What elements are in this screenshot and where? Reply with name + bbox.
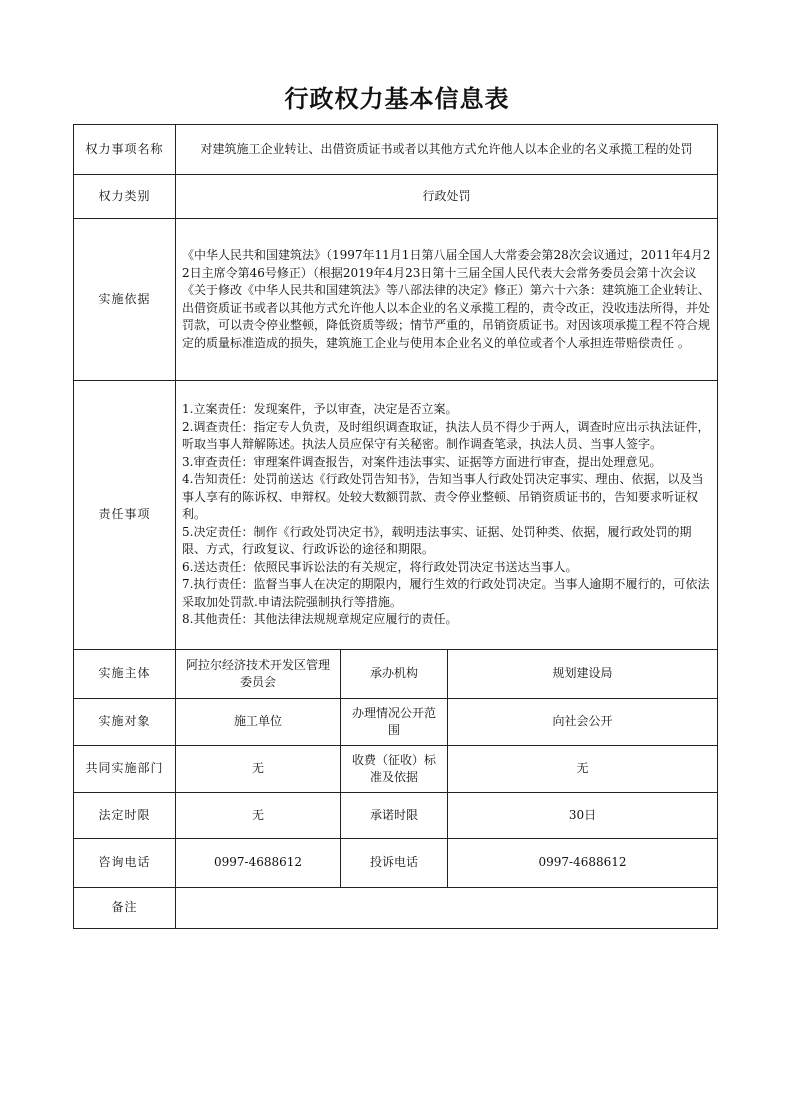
row-duties <box>74 381 718 650</box>
duty-item: 5.决定责任：制作《行政处罚决定书》，载明违法事实、证据、处罚种类、依据，履行政处罚的期限、方式，行政复议、行政诉讼的途径和期限。 <box>182 524 692 557</box>
complaint-phone-value: 0997-4688612 <box>448 839 718 888</box>
row-target <box>74 699 718 746</box>
fee-standard-label: 收费（征收）标准及依据 <box>341 746 448 793</box>
duty-item: 7.执行责任：监督当事人在决定的期限内，履行生效的行政处罚决定。当事人逾期不履行的，可依法采取加处罚款.申请法院强制执行等措施。 <box>182 577 710 609</box>
page-title: 行政权力基本信息表 <box>284 85 510 113</box>
subject-label: 实施主体 <box>74 650 176 699</box>
row-power-category <box>74 175 718 219</box>
promised-time-limit-label: 承诺时限 <box>341 793 448 839</box>
disclosure-scope-value: 向社会公开 <box>448 699 718 746</box>
row-remark <box>74 888 718 929</box>
power-category-label: 权力类别 <box>74 175 176 219</box>
legal-time-limit-label: 法定时限 <box>74 793 176 839</box>
row-phone <box>74 839 718 888</box>
power-category-value: 行政处罚 <box>176 175 718 219</box>
row-basis <box>74 219 718 381</box>
row-time-limit <box>74 793 718 839</box>
power-name-label: 权力事项名称 <box>74 125 176 175</box>
consult-phone-value: 0997-4688612 <box>176 839 341 888</box>
basis-label: 实施依据 <box>74 219 176 381</box>
agency-value: 规划建设局 <box>448 650 718 699</box>
duty-item: 3.审查责任：审理案件调查报告，对案件违法事实、证据等方面进行审查，提出处理意见。 <box>182 454 662 469</box>
consult-phone-label: 咨询电话 <box>74 839 176 888</box>
row-subject <box>74 650 718 699</box>
complaint-phone-label: 投诉电话 <box>341 839 448 888</box>
duty-item: 1.立案责任：发现案件，予以审查，决定是否立案。 <box>182 402 458 417</box>
disclosure-scope-label: 办理情况公开范围 <box>341 699 448 746</box>
fee-standard-value: 无 <box>448 746 718 793</box>
joint-dept-label: 共同实施部门 <box>74 746 176 793</box>
info-table <box>73 124 718 929</box>
remark-label: 备注 <box>74 888 176 929</box>
joint-dept-value: 无 <box>176 746 341 793</box>
subject-value: 阿拉尔经济技术开发区管理委员会 <box>176 650 341 699</box>
row-joint <box>74 746 718 793</box>
duty-item: 6.送达责任：依照民事诉讼法的有关规定，将行政处罚决定书送达当事人。 <box>182 559 578 574</box>
row-power-name <box>74 125 718 175</box>
duty-item: 8.其他责任：其他法律法规规章规定应履行的责任。 <box>182 612 458 627</box>
power-name-value: 对建筑施工企业转让、出借资质证书或者以其他方式允许他人以本企业的名义承揽工程的处罚 <box>176 125 718 175</box>
legal-time-limit-value: 无 <box>176 793 341 839</box>
duties-label: 责任事项 <box>74 381 176 650</box>
duties-value <box>176 381 718 650</box>
duty-item: 2.调查责任：指定专人负责，及时组织调查取证，执法人员不得少于两人，调查时应出示执法证件，听取当事人辩解陈述。执法人员应保守有关秘密。制作调查笔录，执法人员、当事人签字。 <box>182 419 710 452</box>
target-label: 实施对象 <box>74 699 176 746</box>
target-value: 施工单位 <box>176 699 341 746</box>
basis-value: 《中华人民共和国建筑法》（1997年11月1日第八届全国人大常委会第28次会议通过，2011年4月22日主席令第46号修正）（根据2019年4月23日第十三届全国人民代表大会常务委员会第十次会议《关于修改《中华人民共和国建筑法》等八部法律的决定》修正）第六十六条：建筑施工企业转让、出借资质证书或者以其他方式允许他人以本企业的名义承揽工程的，责令改正，没收违法所得，并处罚款，可以责令停业整顿，降低资质等级；情节严重的，吊销资质证书。对因该项承揽工程不符合规定的质量标准造成的损失，建筑施工企业与使用本企业名义的单位或者个人承担连带赔偿责任 。 <box>176 219 718 381</box>
agency-label: 承办机构 <box>341 650 448 699</box>
duty-item: 4.告知责任：处罚前送达《行政处罚告知书》，告知当事人行政处罚决定事实、理由、依据，以及当事人享有的陈诉权、申辩权。处较大数额罚款、责令停业整顿、吊销资质证书的，告知要求听证权利。 <box>182 472 704 522</box>
promised-time-limit-value: 30日 <box>448 793 718 839</box>
remark-value <box>176 888 718 929</box>
